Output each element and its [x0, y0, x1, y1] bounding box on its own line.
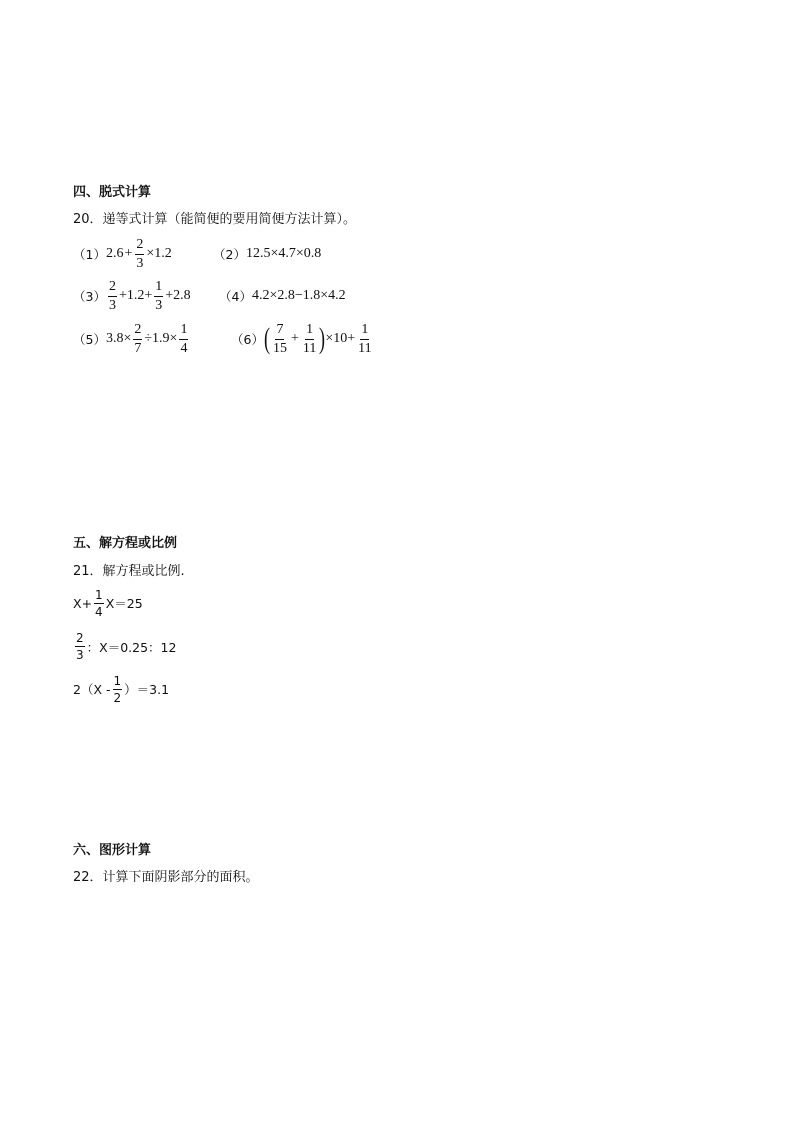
term: ÷1.9×: [144, 331, 178, 346]
right-paren: ): [319, 322, 326, 355]
equation-1: [73, 587, 143, 619]
denominator: 3: [108, 297, 116, 313]
problem-20-6: [231, 321, 375, 357]
expression: 4.2×2.8−1.8×4.2: [251, 288, 346, 303]
fraction: [179, 323, 188, 356]
term: X+: [73, 595, 93, 611]
numerator: 2: [133, 323, 142, 340]
problem-label: （4）: [219, 289, 252, 304]
numerator: 1: [95, 587, 103, 602]
denominator: 4: [95, 604, 103, 619]
term: ：X＝0.25：12: [86, 639, 177, 655]
term: +1.2+: [118, 288, 153, 303]
fraction: [357, 323, 372, 356]
left-paren: (: [263, 322, 270, 355]
numerator: 7: [275, 323, 284, 340]
operator: +: [290, 331, 299, 346]
fraction: [154, 280, 163, 313]
numerator: 2: [76, 631, 84, 645]
fraction: [272, 323, 288, 356]
fraction: [302, 323, 317, 356]
problem-label: （1）: [73, 247, 106, 262]
term: ×10+: [325, 331, 356, 346]
problem-label: （6）: [231, 332, 264, 347]
fraction: [113, 675, 123, 704]
section-5-heading: 五、解方程或比例: [73, 536, 178, 551]
operator: +: [124, 246, 133, 261]
denominator: 3: [155, 297, 163, 313]
numerator: 1: [305, 323, 314, 340]
term: ）＝3.1: [124, 682, 170, 697]
numerator: 1: [154, 280, 163, 297]
term: X＝25: [105, 596, 143, 611]
equation-3: [73, 673, 169, 705]
numerator: 1: [179, 323, 188, 340]
equation-2: [73, 630, 176, 662]
question-22-text: 22．计算下面阴影部分的面积。: [73, 870, 259, 885]
denominator: 4: [180, 340, 188, 356]
section-4-heading: 四、脱式计算: [73, 185, 152, 200]
problem-label: （2）: [213, 247, 246, 262]
term: +2.8: [165, 288, 191, 303]
problem-20-3: [73, 280, 191, 312]
numerator: 1: [360, 323, 369, 340]
problem-label: （5）: [73, 332, 106, 347]
term: 3.8×: [105, 331, 132, 346]
denominator: 7: [134, 340, 142, 356]
term: ×1.2: [146, 246, 172, 261]
question-20-text: 20．递等式计算（能简便的要用简便方法计算）。: [73, 212, 357, 227]
question-21-text: 21．解方程或比例.: [73, 564, 185, 579]
problem-20-5: [73, 322, 190, 356]
numerator: 2: [135, 238, 144, 255]
denominator: 11: [302, 340, 317, 356]
fraction: [75, 632, 85, 661]
problem-label: （3）: [73, 289, 106, 304]
problem-20-1: [73, 238, 172, 270]
section-6-heading: 六、图形计算: [73, 843, 152, 858]
fraction: [108, 280, 117, 313]
fraction: [135, 238, 144, 271]
numerator: 2: [108, 280, 117, 297]
term: 2（X -: [73, 682, 111, 697]
expression: 12.5×4.7×0.8: [245, 246, 322, 261]
problem-20-2: [213, 238, 321, 270]
term: 2.6: [105, 246, 124, 261]
denominator: 2: [113, 690, 122, 705]
fraction: [133, 323, 142, 356]
numerator: 1: [113, 673, 122, 688]
problem-20-4: [219, 280, 346, 312]
denominator: 3: [136, 255, 144, 271]
denominator: 11: [358, 340, 372, 356]
fraction: [94, 589, 104, 618]
denominator: 3: [76, 648, 84, 662]
denominator: 15: [272, 340, 287, 356]
